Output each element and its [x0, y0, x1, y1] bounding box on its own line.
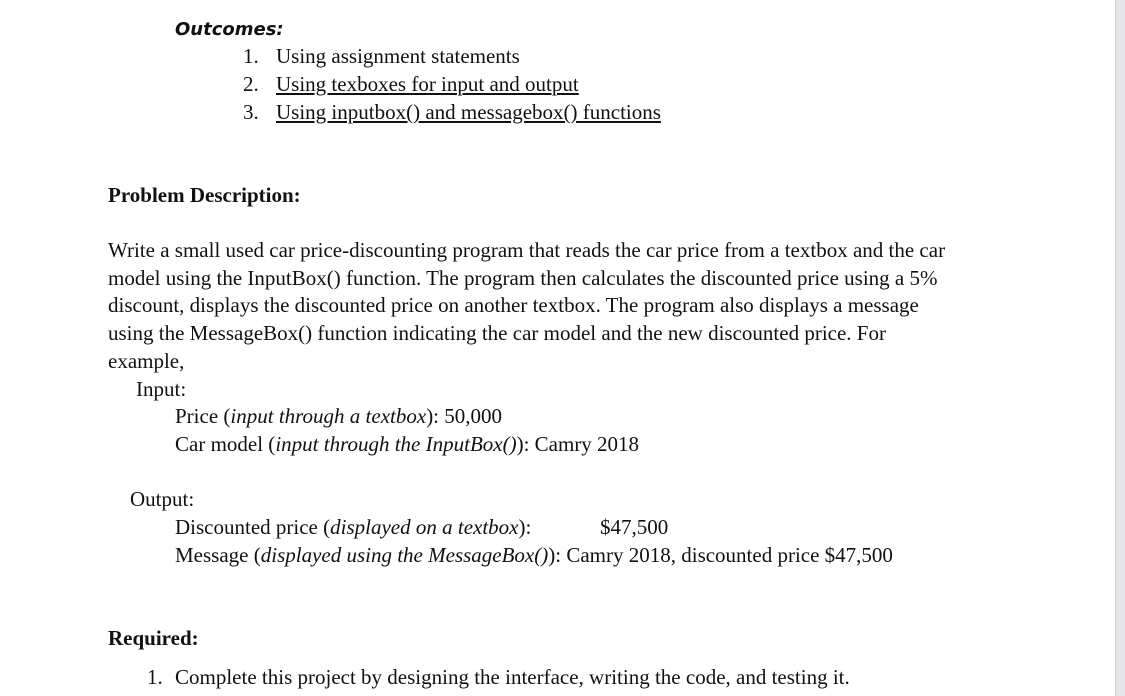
message-line	[175, 543, 893, 567]
discount-label: Discounted price (	[175, 515, 331, 539]
outcome-item: Using inputbox() and messagebox() functions	[276, 100, 661, 124]
output-label: Output:	[130, 487, 195, 511]
model-label: Car model (	[175, 432, 276, 456]
paragraph-line: discount, displays the discounted price on another textbox. The program also displays a message	[108, 293, 919, 317]
input-label: Input:	[136, 377, 187, 401]
model-line	[175, 432, 639, 456]
discount-line	[175, 515, 531, 539]
discount-note: displayed on a textbox	[330, 515, 519, 539]
price-value: ): 50,000	[426, 404, 503, 428]
price-note: input through a textbox	[230, 404, 427, 428]
required-heading: Required:	[108, 626, 199, 650]
page-edge	[1115, 0, 1125, 696]
outcome-num: 2.	[243, 72, 259, 96]
required-num: 1.	[147, 665, 163, 689]
paragraph-line: model using the InputBox() function. The program then calculates the discounted price using a 5%	[108, 266, 938, 290]
outcome-item: Using texboxes for input and output	[276, 72, 579, 96]
outcome-num: 1.	[243, 44, 259, 68]
outcomes-heading: Outcomes:	[175, 19, 284, 40]
message-value: ): Camry 2018, discounted price $47,500	[548, 543, 893, 567]
paragraph-line: Write a small used car price-discounting program that reads the car price from a textbox and the car	[108, 238, 946, 262]
paragraph-line: using the MessageBox() function indicating the car model and the new discounted price. For	[108, 321, 886, 345]
discount-value: $47,500	[600, 515, 669, 539]
model-value: ): Camry 2018	[516, 432, 640, 456]
price-label: Price (	[175, 404, 231, 428]
paragraph-line: example,	[108, 349, 185, 373]
message-note: displayed using the MessageBox()	[260, 543, 549, 567]
price-line	[175, 404, 502, 428]
outcome-num: 3.	[243, 100, 259, 124]
message-label: Message (	[175, 543, 261, 567]
required-item: Complete this project by designing the interface, writing the code, and testing it.	[175, 665, 850, 689]
discount-sep: ):	[518, 515, 532, 539]
outcome-item: Using assignment statements	[276, 44, 520, 68]
model-note: input through the InputBox()	[275, 432, 517, 456]
problem-heading: Problem Description:	[108, 183, 301, 207]
